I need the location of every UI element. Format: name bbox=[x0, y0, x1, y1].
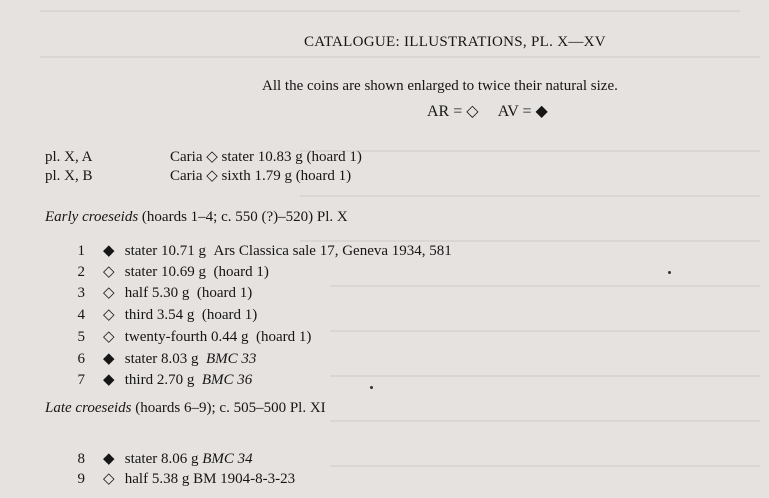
plate-description: Caria ◇ stater 10.83 g (hoard 1) bbox=[170, 149, 362, 165]
show-through-line bbox=[330, 330, 760, 332]
section-title: Late croeseids bbox=[45, 400, 132, 416]
show-through-line bbox=[330, 285, 760, 287]
print-speck bbox=[668, 271, 671, 274]
item-reference-italic: BMC 34 bbox=[202, 451, 253, 467]
filled-diamond-icon: ◆ bbox=[103, 451, 115, 467]
catalogue-row bbox=[55, 449, 253, 468]
item-description: third 3.54 g bbox=[124, 307, 195, 323]
section-detail: (hoards 6–9); c. 505–500 Pl. XI bbox=[135, 400, 326, 416]
item-reference: (hoard 1) bbox=[213, 264, 269, 280]
section-detail: (hoards 1–4; c. 550 (?)–520) Pl. X bbox=[141, 209, 348, 225]
catalogue-row bbox=[55, 327, 311, 346]
item-description: stater 8.03 g bbox=[124, 351, 199, 367]
catalogue-row bbox=[55, 305, 257, 324]
item-number: 4 bbox=[77, 307, 85, 323]
catalogue-row bbox=[55, 262, 269, 281]
item-reference-italic: BMC 33 bbox=[205, 351, 257, 367]
item-description: half 5.30 g bbox=[124, 285, 190, 301]
filled-diamond-icon: ◆ bbox=[535, 103, 548, 120]
open-diamond-icon: ◇ bbox=[103, 471, 115, 487]
metal-legend bbox=[427, 101, 548, 121]
section-heading-late bbox=[45, 400, 326, 417]
show-through-line bbox=[40, 10, 740, 12]
item-number: 9 bbox=[77, 471, 85, 487]
page-title: CATALOGUE: ILLUSTRATIONS, PL. X—XV bbox=[304, 34, 606, 50]
open-diamond-icon: ◇ bbox=[103, 264, 115, 280]
item-reference-italic: BMC 36 bbox=[201, 372, 253, 388]
equals-sign: = bbox=[522, 103, 532, 120]
item-number: 2 bbox=[77, 264, 85, 280]
open-diamond-icon: ◇ bbox=[466, 103, 479, 120]
show-through-line bbox=[330, 465, 760, 467]
catalogue-row bbox=[55, 469, 295, 488]
open-diamond-icon: ◇ bbox=[103, 285, 115, 301]
item-description: third 2.70 g bbox=[124, 372, 195, 388]
item-reference: Ars Classica sale 17, Geneva 1934, 581 bbox=[213, 243, 452, 259]
item-description: stater 10.71 g bbox=[124, 243, 206, 259]
item-number: 6 bbox=[77, 351, 85, 367]
gold-abbreviation: AV bbox=[497, 103, 519, 120]
catalogue-row bbox=[55, 370, 252, 389]
silver-abbreviation: AR bbox=[427, 103, 450, 120]
item-description: half 5.38 g bbox=[124, 471, 190, 487]
plate-description: Caria ◇ sixth 1.79 g (hoard 1) bbox=[170, 168, 352, 184]
item-reference: BM 1904-8-3-23 bbox=[193, 471, 296, 487]
show-through-line bbox=[330, 375, 760, 377]
equals-sign: = bbox=[453, 103, 463, 120]
item-number: 3 bbox=[77, 285, 85, 301]
item-description: twenty-fourth 0.44 g bbox=[124, 329, 249, 345]
show-through-line bbox=[300, 195, 760, 197]
catalogue-row bbox=[55, 349, 256, 368]
item-number: 1 bbox=[77, 243, 85, 259]
show-through-line bbox=[40, 56, 760, 58]
catalogue-row bbox=[55, 283, 252, 302]
enlargement-note: All the coins are shown enlarged to twice their natural size. bbox=[262, 78, 618, 94]
plate-id: pl. X, B bbox=[45, 168, 93, 184]
item-description: stater 10.69 g bbox=[124, 264, 206, 280]
item-reference: (hoard 1) bbox=[196, 285, 253, 301]
show-through-line bbox=[300, 150, 760, 152]
plate-id: pl. X, A bbox=[45, 149, 93, 165]
open-diamond-icon: ◇ bbox=[103, 307, 115, 323]
item-number: 7 bbox=[77, 372, 85, 388]
plate-entry bbox=[45, 166, 351, 185]
catalogue-row bbox=[55, 241, 452, 260]
section-title: Early croeseids bbox=[45, 209, 139, 225]
plate-entry bbox=[45, 147, 362, 166]
section-heading-early bbox=[45, 209, 348, 226]
show-through-line bbox=[330, 420, 760, 422]
filled-diamond-icon: ◆ bbox=[103, 372, 115, 388]
open-diamond-icon: ◇ bbox=[103, 329, 115, 345]
print-speck bbox=[370, 386, 373, 389]
item-reference: (hoard 1) bbox=[255, 329, 312, 345]
item-reference: (hoard 1) bbox=[201, 307, 258, 323]
item-number: 8 bbox=[77, 451, 85, 467]
item-number: 5 bbox=[77, 329, 85, 345]
filled-diamond-icon: ◆ bbox=[103, 243, 115, 259]
filled-diamond-icon: ◆ bbox=[103, 351, 115, 367]
item-description: stater 8.06 g bbox=[124, 451, 199, 467]
